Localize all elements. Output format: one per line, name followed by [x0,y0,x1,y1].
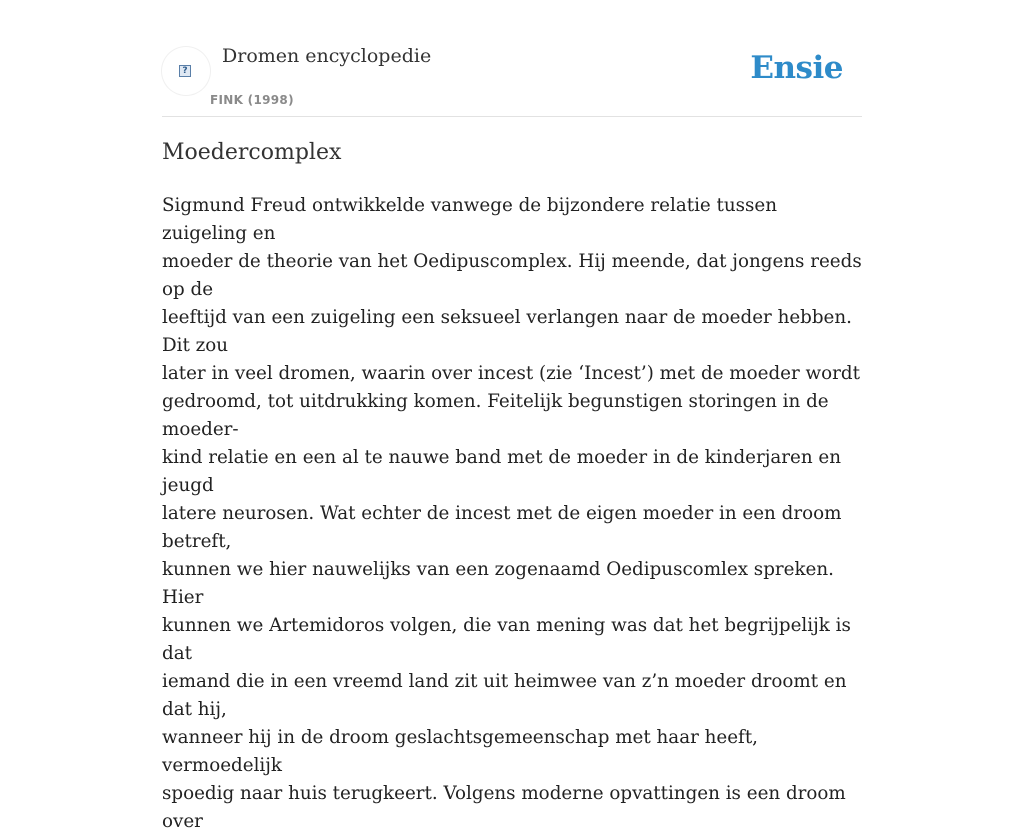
source-logo[interactable] [162,47,210,95]
entry-title: Moedercomplex [162,140,342,165]
source-author: FINK (1998) [210,93,294,107]
entry-body: Sigmund Freud ontwikkelde vanwege de bijzondere relatie tussen zuigeling en moeder de theorie van het Oedipuscomplex. Hij meende, dat jongens reeds op de leeftijd van een zuigeling een seksueel verlangen naar de moeder hebben. Dit zou later in veel dromen, waarin over incest (zie ‘Incest’) met de moeder wordt gedroomd, tot uitdrukking komen. Feitelijk begunstigen storingen in de moeder- kind relatie en een al te nauwe band met de moeder in de kinderjaren en jeugd latere neurosen. Wat echter de incest met de eigen moeder in een droom betreft, kunnen we hier nauwelijks van een zogenaamd Oedipuscomlex spreken. Hier kunnen we Artemidoros volgen, die van mening was dat het begrijpelijk is dat iemand die in een vreemd land zit uit heimwee van z’n moeder droomt en dat hij, wanneer hij in de droom geslachtsgemeenschap met haar heeft, vermoedelijk spoedig naar huis terugkeert. Volgens moderne opvattingen is een droom over [162,195,862,832]
question-mark-icon: ? [179,65,191,77]
brand-logo[interactable]: Ensie [750,50,843,86]
source-header [162,0,862,117]
source-title[interactable]: Dromen encyclopedie [222,45,432,67]
